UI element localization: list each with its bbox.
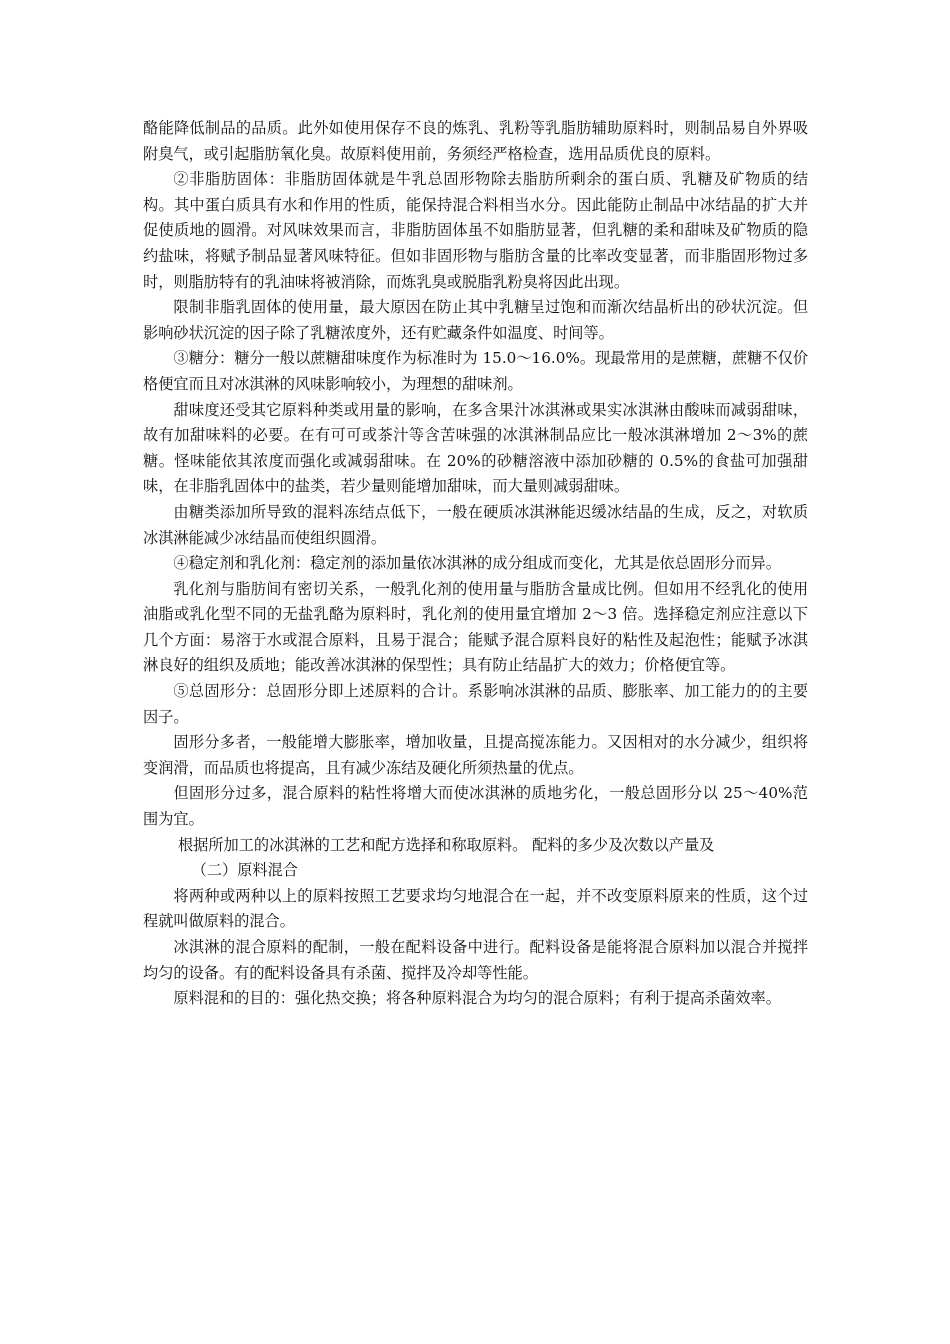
paragraph-mixing-purpose: 原料混和的目的：强化热交换；将各种原料混合为均匀的混合原料；有利于提高杀菌效率。 — [173, 989, 781, 1008]
paragraph-non-fat-limit: 限制非脂乳固体的使用量，最大原因在防止其中乳糖呈过饱和而渐次结晶析出的砂状沉淀。但影响砂状沉淀的因子除了乳糖浓度外，还有贮藏条件如温度、时间等。 — [143, 298, 808, 342]
paragraph-selection: 根据所加工的冰淇淋的工艺和配方选择和称取原料。 配料的多少及次数以产量及 — [177, 835, 715, 854]
paragraph-total-solids: ⑤总固形分：总固形分即上述原料的合计。系影响冰淇淋的品质、膨胀率、加工能力的的主要因子。 — [143, 682, 808, 726]
paragraph-mixing-equipment: 冰淇淋的混合原料的配制，一般在配料设备中进行。配料设备是能将混合原料加以混合并搅拌均匀的设备。有的配料设备具有杀菌、搅拌及冷却等性能。 — [143, 938, 808, 982]
paragraph-mixing-definition: 将两种或两种以上的原料按照工艺要求均匀地混合在一起，并不改变原料原来的性质，这个过程就叫做原料的混合。 — [143, 886, 808, 931]
document-page — [143, 116, 808, 1012]
paragraph-stabilizer: ④稳定剂和乳化剂：稳定剂的添加量依冰淇淋的成分组成而变化，尤其是依总固形分而异。 — [173, 554, 781, 573]
paragraph-emulsifier: 乳化剂与脂肪间有密切关系，一般乳化剂的使用量与脂肪含量成比例。但如用不经乳化的使用油脂或乳化型不同的无盐乳酪为原料时，乳化剂的使用量宜增加 2～3 倍。选择稳定剂应注意以下几个方面：易溶于水或混合原料，且易于混合；能赋予混合原料良好的粘性及起泡性；能赋予冰淇淋良好的组织及质地；能改善冰淇淋的保型性；具有防止结晶扩大的效力；价格便宜等。 — [143, 579, 808, 675]
section-heading-mixing: （二）原料混合 — [191, 861, 298, 880]
paragraph-sugar: ③糖分：糖分一般以蔗糖甜味度作为标准时为 15.0～16.0%。现最常用的是蔗糖，蔗糖不仅价格便宜而且对冰淇淋的风味影响较小，为理想的甜味剂。 — [143, 349, 808, 393]
paragraph-1: 酪能降低制品的品质。此外如使用保存不良的炼乳、乳粉等乳脂肪辅助原料时，则制品易自外界吸附臭气，或引起脂肪氧化臭。故原料使用前，务须经严格检查，选用品质优良的原料。 — [143, 119, 808, 163]
paragraph-sweetness: 甜味度还受其它原料种类或用量的影响，在多含果汁冰淇淋或果实冰淇淋由酸味而减弱甜味，故有加甜味料的必要。在有可可或茶汁等含苦味强的冰淇淋制品应比一般冰淇淋增加 2～3%的蔗糖。怪味能依其浓度而强化或减弱甜味。在 20%的砂糖溶液中添加砂糖的 0.5%的食盐可加强甜味，在非脂乳固体中的盐类，若少量则能增加甜味，而大量则减弱甜味。 — [143, 400, 808, 496]
paragraph-freezing-point: 由糖类添加所导致的混料冻结点低下，一般在硬质冰淇淋能迟缓冰结晶的生成，反之，对软质冰淇淋能减少冰结晶而使组织圆滑。 — [143, 502, 808, 547]
paragraph-solids-more: 固形分多者，一般能增大膨胀率，增加收量，且提高搅冻能力。又因相对的水分减少，组织将变润滑，而品质也将提高，且有减少冻结及硬化所须热量的优点。 — [143, 733, 808, 777]
paragraph-solids-excess: 但固形分过多，混合原料的粘性将增大而使冰淇淋的质地劣化，一般总固形分以 25～40%范围为宜。 — [143, 784, 808, 829]
paragraph-non-fat-solids: ②非脂肪固体：非脂肪固体就是牛乳总固形物除去脂肪所剩余的蛋白质、乳糖及矿物质的结构。其中蛋白质具有水和作用的性质，能保持混合料相当水分。因此能防止制品中冰结晶的扩大并促使质地的圆滑。对风味效果而言，非脂肪固体虽不如脂肪显著，但乳糖的柔和甜味及矿物质的隐约盐味，将赋予制品显著风味特征。但如非固形物与脂肪含量的比率改变显著，而非脂固形物过多时，则脂肪特有的乳油味将被消除，而炼乳臭或脱脂乳粉臭将因此出现。 — [143, 170, 808, 291]
